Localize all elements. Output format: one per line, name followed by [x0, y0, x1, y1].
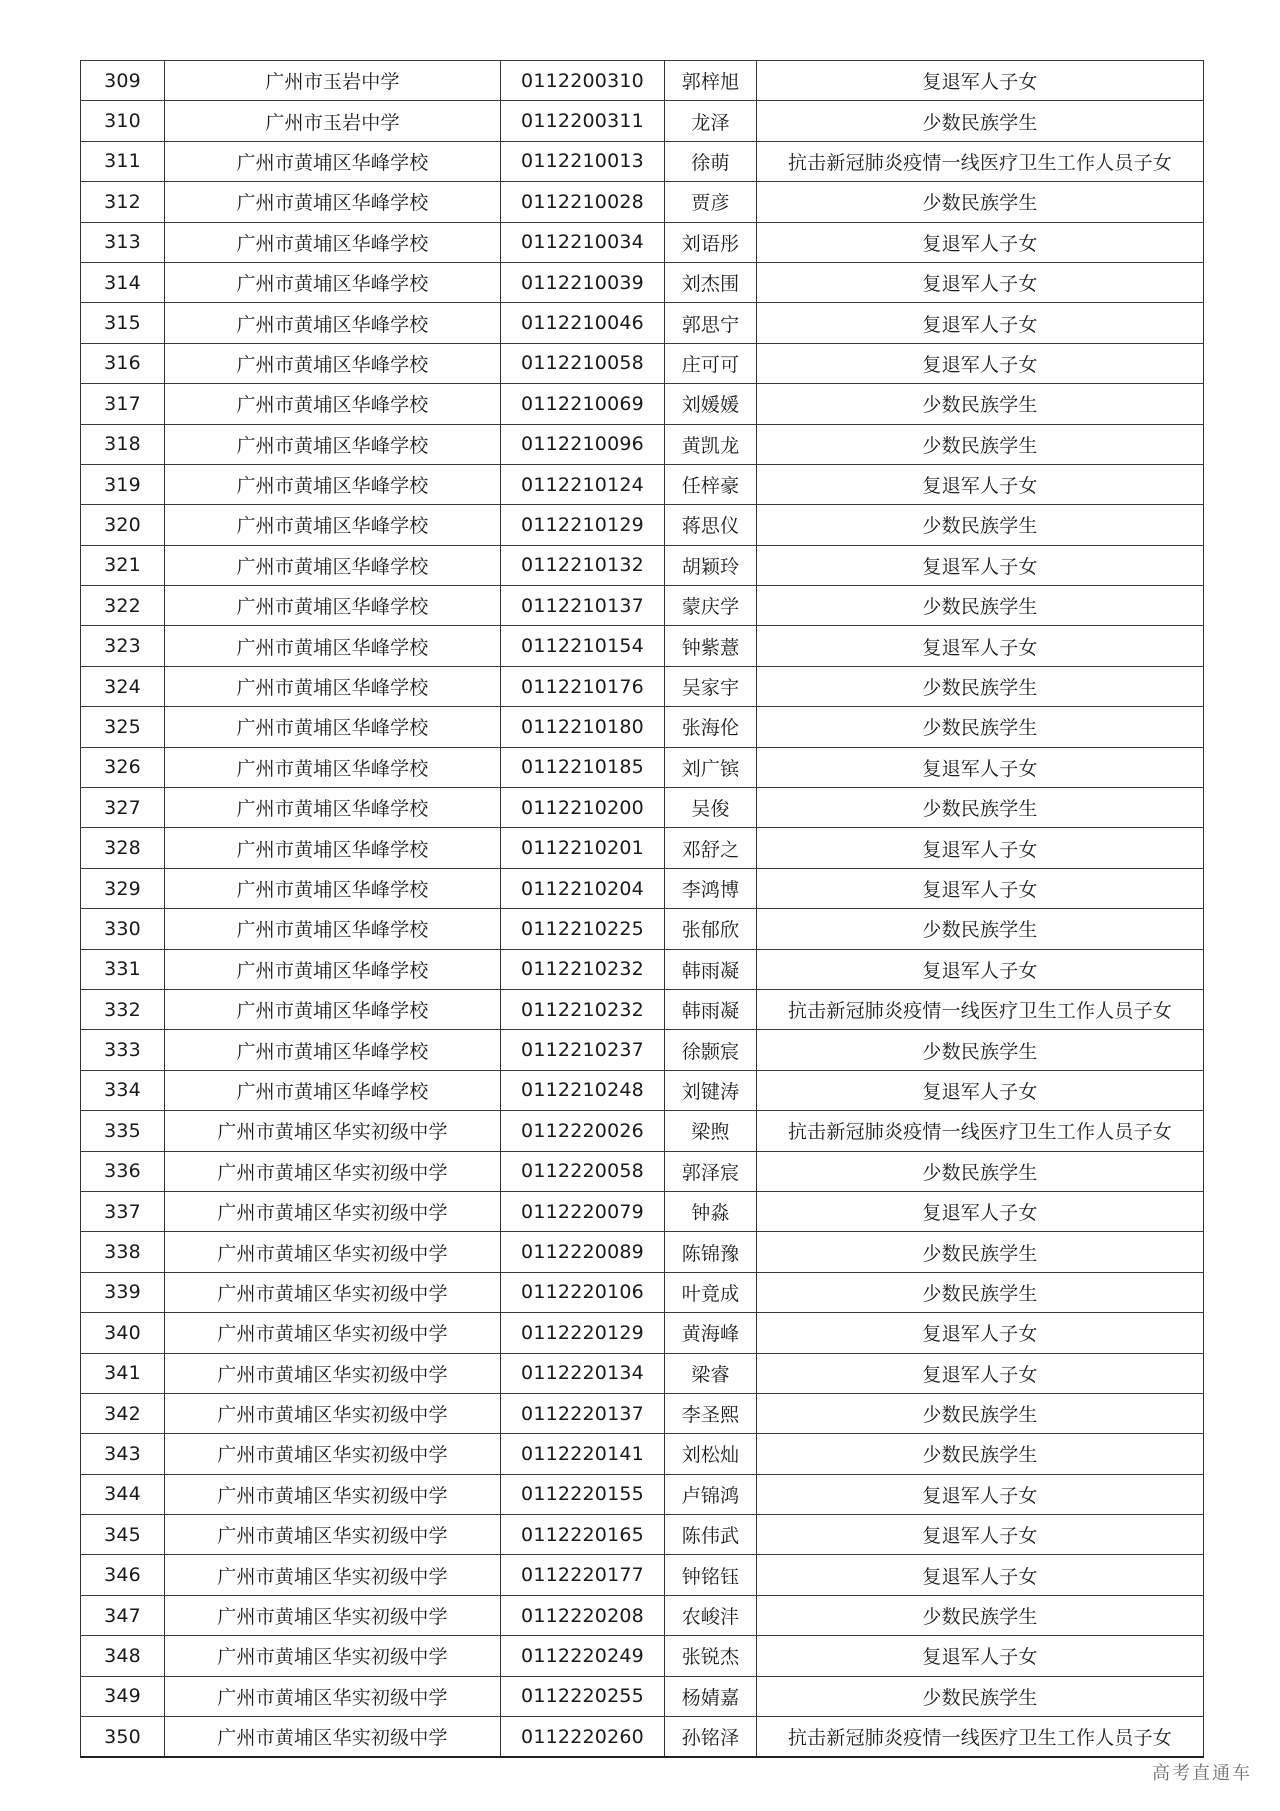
category-cell: 复退军人子女	[757, 1191, 1204, 1231]
table-row	[81, 384, 1204, 424]
school-name-cell: 广州市黄埔区华峰学校	[165, 1030, 501, 1070]
school-name-cell: 广州市黄埔区华峰学校	[165, 182, 501, 222]
student-id-cell: 0112210225	[501, 909, 665, 949]
category-cell: 复退军人子女	[757, 545, 1204, 585]
table-row	[81, 626, 1204, 666]
category-cell: 少数民族学生	[757, 909, 1204, 949]
table-row	[81, 61, 1204, 101]
student-name-cell: 刘杰围	[665, 262, 757, 302]
category-cell: 复退军人子女	[757, 626, 1204, 666]
student-id-cell: 0112220137	[501, 1393, 665, 1433]
category-cell: 少数民族学生	[757, 1272, 1204, 1312]
table-row	[81, 303, 1204, 343]
table-row	[81, 1676, 1204, 1716]
row-number-cell: 336	[81, 1151, 165, 1191]
student-name-cell: 郭泽宸	[665, 1151, 757, 1191]
table-row	[81, 909, 1204, 949]
table-row	[81, 141, 1204, 181]
student-name-cell: 孙铭泽	[665, 1717, 757, 1758]
category-cell: 少数民族学生	[757, 384, 1204, 424]
category-cell: 少数民族学生	[757, 1030, 1204, 1070]
row-number-cell: 310	[81, 101, 165, 141]
student-name-cell: 吴俊	[665, 788, 757, 828]
student-name-cell: 农峻沣	[665, 1595, 757, 1635]
row-number-cell: 324	[81, 666, 165, 706]
row-number-cell: 334	[81, 1070, 165, 1110]
row-number-cell: 344	[81, 1474, 165, 1514]
row-number-cell: 330	[81, 909, 165, 949]
table-row	[81, 1636, 1204, 1676]
table-row	[81, 1353, 1204, 1393]
student-id-cell: 0112210204	[501, 868, 665, 908]
student-id-cell: 0112220260	[501, 1717, 665, 1758]
school-name-cell: 广州市黄埔区华峰学校	[165, 141, 501, 181]
student-name-cell: 韩雨凝	[665, 949, 757, 989]
table-row	[81, 343, 1204, 383]
student-id-cell: 0112220208	[501, 1595, 665, 1635]
school-name-cell: 广州市玉岩中学	[165, 61, 501, 101]
student-id-cell: 0112210200	[501, 788, 665, 828]
school-name-cell: 广州市黄埔区华峰学校	[165, 747, 501, 787]
student-name-cell: 任梓豪	[665, 464, 757, 504]
student-name-cell: 黄海峰	[665, 1313, 757, 1353]
student-name-cell: 郭梓旭	[665, 61, 757, 101]
student-id-cell: 0112210034	[501, 222, 665, 262]
student-id-cell: 0112220079	[501, 1191, 665, 1231]
student-name-cell: 张海伦	[665, 707, 757, 747]
row-number-cell: 339	[81, 1272, 165, 1312]
student-id-cell: 0112210096	[501, 424, 665, 464]
row-number-cell: 315	[81, 303, 165, 343]
row-number-cell: 319	[81, 464, 165, 504]
student-name-cell: 徐颢宸	[665, 1030, 757, 1070]
row-number-cell: 332	[81, 989, 165, 1029]
student-name-cell: 陈伟武	[665, 1515, 757, 1555]
student-name-cell: 李圣熙	[665, 1393, 757, 1433]
row-number-cell: 343	[81, 1434, 165, 1474]
table-row	[81, 505, 1204, 545]
school-name-cell: 广州市黄埔区华峰学校	[165, 303, 501, 343]
category-cell: 抗击新冠肺炎疫情一线医疗卫生工作人员子女	[757, 1111, 1204, 1151]
category-cell: 少数民族学生	[757, 1676, 1204, 1716]
row-number-cell: 325	[81, 707, 165, 747]
category-cell: 抗击新冠肺炎疫情一线医疗卫生工作人员子女	[757, 1717, 1204, 1758]
student-name-cell: 刘广镔	[665, 747, 757, 787]
category-cell: 复退军人子女	[757, 868, 1204, 908]
category-cell: 复退军人子女	[757, 464, 1204, 504]
category-cell: 少数民族学生	[757, 586, 1204, 626]
category-cell: 抗击新冠肺炎疫情一线医疗卫生工作人员子女	[757, 989, 1204, 1029]
student-id-cell: 0112210013	[501, 141, 665, 181]
row-number-cell: 346	[81, 1555, 165, 1595]
category-cell: 复退军人子女	[757, 343, 1204, 383]
school-name-cell: 广州市黄埔区华峰学校	[165, 424, 501, 464]
category-cell: 复退军人子女	[757, 1515, 1204, 1555]
row-number-cell: 348	[81, 1636, 165, 1676]
table-row	[81, 1232, 1204, 1272]
row-number-cell: 314	[81, 262, 165, 302]
student-name-cell: 邓舒之	[665, 828, 757, 868]
row-number-cell: 345	[81, 1515, 165, 1555]
category-cell: 复退军人子女	[757, 1353, 1204, 1393]
school-name-cell: 广州市黄埔区华实初级中学	[165, 1595, 501, 1635]
student-id-cell: 0112200310	[501, 61, 665, 101]
student-id-cell: 0112210039	[501, 262, 665, 302]
row-number-cell: 341	[81, 1353, 165, 1393]
school-name-cell: 广州市黄埔区华实初级中学	[165, 1434, 501, 1474]
category-cell: 少数民族学生	[757, 1434, 1204, 1474]
row-number-cell: 335	[81, 1111, 165, 1151]
student-name-cell: 李鸿博	[665, 868, 757, 908]
school-name-cell: 广州市黄埔区华峰学校	[165, 828, 501, 868]
student-name-cell: 刘键涛	[665, 1070, 757, 1110]
student-name-cell: 贾彦	[665, 182, 757, 222]
student-id-cell: 0112210180	[501, 707, 665, 747]
student-id-cell: 0112220134	[501, 1353, 665, 1393]
row-number-cell: 342	[81, 1393, 165, 1433]
student-id-cell: 0112220141	[501, 1434, 665, 1474]
category-cell: 少数民族学生	[757, 505, 1204, 545]
student-id-cell: 0112220249	[501, 1636, 665, 1676]
student-name-cell: 刘语彤	[665, 222, 757, 262]
table-row	[81, 182, 1204, 222]
student-name-cell: 龙泽	[665, 101, 757, 141]
row-number-cell: 340	[81, 1313, 165, 1353]
category-cell: 少数民族学生	[757, 707, 1204, 747]
school-name-cell: 广州市黄埔区华实初级中学	[165, 1191, 501, 1231]
table-row	[81, 949, 1204, 989]
school-name-cell: 广州市黄埔区华峰学校	[165, 464, 501, 504]
table-row	[81, 1393, 1204, 1433]
roster-table	[80, 60, 1204, 1758]
student-id-cell: 0112210129	[501, 505, 665, 545]
student-id-cell: 0112210046	[501, 303, 665, 343]
table-row	[81, 1717, 1204, 1758]
row-number-cell: 323	[81, 626, 165, 666]
student-id-cell: 0112220255	[501, 1676, 665, 1716]
watermark: 高考直通车	[1152, 1763, 1252, 1784]
table-row	[81, 666, 1204, 706]
row-number-cell: 316	[81, 343, 165, 383]
table-row	[81, 464, 1204, 504]
student-name-cell: 杨婧嘉	[665, 1676, 757, 1716]
category-cell: 复退军人子女	[757, 1313, 1204, 1353]
row-number-cell: 327	[81, 788, 165, 828]
category-cell: 少数民族学生	[757, 182, 1204, 222]
school-name-cell: 广州市黄埔区华实初级中学	[165, 1151, 501, 1191]
row-number-cell: 350	[81, 1717, 165, 1758]
row-number-cell: 349	[81, 1676, 165, 1716]
student-id-cell: 0112210058	[501, 343, 665, 383]
category-cell: 复退军人子女	[757, 303, 1204, 343]
category-cell: 复退军人子女	[757, 262, 1204, 302]
student-id-cell: 0112220129	[501, 1313, 665, 1353]
school-name-cell: 广州市黄埔区华实初级中学	[165, 1474, 501, 1514]
table-row	[81, 868, 1204, 908]
student-name-cell: 钟紫薏	[665, 626, 757, 666]
student-id-cell: 0112220165	[501, 1515, 665, 1555]
school-name-cell: 广州市黄埔区华实初级中学	[165, 1717, 501, 1758]
row-number-cell: 318	[81, 424, 165, 464]
table-row	[81, 707, 1204, 747]
student-name-cell: 蒋思仪	[665, 505, 757, 545]
table-row	[81, 1070, 1204, 1110]
school-name-cell: 广州市黄埔区华实初级中学	[165, 1555, 501, 1595]
row-number-cell: 309	[81, 61, 165, 101]
category-cell: 复退军人子女	[757, 828, 1204, 868]
student-id-cell: 0112210132	[501, 545, 665, 585]
student-id-cell: 0112210176	[501, 666, 665, 706]
student-id-cell: 0112210248	[501, 1070, 665, 1110]
student-id-cell: 0112210237	[501, 1030, 665, 1070]
school-name-cell: 广州市黄埔区华峰学校	[165, 909, 501, 949]
category-cell: 少数民族学生	[757, 1151, 1204, 1191]
table-row	[81, 788, 1204, 828]
student-name-cell: 叶竟成	[665, 1272, 757, 1312]
student-name-cell: 张郁欣	[665, 909, 757, 949]
category-cell: 少数民族学生	[757, 788, 1204, 828]
student-id-cell: 0112200311	[501, 101, 665, 141]
category-cell: 抗击新冠肺炎疫情一线医疗卫生工作人员子女	[757, 141, 1204, 181]
school-name-cell: 广州市黄埔区华峰学校	[165, 343, 501, 383]
table-row	[81, 1474, 1204, 1514]
school-name-cell: 广州市黄埔区华实初级中学	[165, 1272, 501, 1312]
student-name-cell: 梁煦	[665, 1111, 757, 1151]
school-name-cell: 广州市玉岩中学	[165, 101, 501, 141]
school-name-cell: 广州市黄埔区华实初级中学	[165, 1232, 501, 1272]
category-cell: 少数民族学生	[757, 1393, 1204, 1433]
row-number-cell: 331	[81, 949, 165, 989]
school-name-cell: 广州市黄埔区华峰学校	[165, 949, 501, 989]
student-name-cell: 钟铭钰	[665, 1555, 757, 1595]
row-number-cell: 322	[81, 586, 165, 626]
school-name-cell: 广州市黄埔区华峰学校	[165, 545, 501, 585]
school-name-cell: 广州市黄埔区华峰学校	[165, 505, 501, 545]
student-id-cell: 0112210069	[501, 384, 665, 424]
student-name-cell: 钟淼	[665, 1191, 757, 1231]
school-name-cell: 广州市黄埔区华峰学校	[165, 868, 501, 908]
student-id-cell: 0112210154	[501, 626, 665, 666]
student-id-cell: 0112210124	[501, 464, 665, 504]
student-id-cell: 0112220155	[501, 1474, 665, 1514]
school-name-cell: 广州市黄埔区华实初级中学	[165, 1676, 501, 1716]
row-number-cell: 326	[81, 747, 165, 787]
student-name-cell: 梁睿	[665, 1353, 757, 1393]
table-row	[81, 1313, 1204, 1353]
table-row	[81, 545, 1204, 585]
school-name-cell: 广州市黄埔区华峰学校	[165, 989, 501, 1029]
school-name-cell: 广州市黄埔区华实初级中学	[165, 1636, 501, 1676]
school-name-cell: 广州市黄埔区华实初级中学	[165, 1515, 501, 1555]
table-row	[81, 1595, 1204, 1635]
category-cell: 少数民族学生	[757, 666, 1204, 706]
school-name-cell: 广州市黄埔区华峰学校	[165, 384, 501, 424]
student-name-cell: 蒙庆学	[665, 586, 757, 626]
student-id-cell: 0112210185	[501, 747, 665, 787]
roster-table-body	[81, 61, 1204, 1758]
student-id-cell: 0112210232	[501, 949, 665, 989]
row-number-cell: 329	[81, 868, 165, 908]
school-name-cell: 广州市黄埔区华峰学校	[165, 707, 501, 747]
school-name-cell: 广州市黄埔区华峰学校	[165, 626, 501, 666]
table-row	[81, 424, 1204, 464]
student-id-cell: 0112210201	[501, 828, 665, 868]
student-name-cell: 徐萌	[665, 141, 757, 181]
student-id-cell: 0112210137	[501, 586, 665, 626]
student-name-cell: 张锐杰	[665, 1636, 757, 1676]
school-name-cell: 广州市黄埔区华峰学校	[165, 1070, 501, 1110]
row-number-cell: 311	[81, 141, 165, 181]
row-number-cell: 338	[81, 1232, 165, 1272]
school-name-cell: 广州市黄埔区华实初级中学	[165, 1353, 501, 1393]
school-name-cell: 广州市黄埔区华实初级中学	[165, 1393, 501, 1433]
student-name-cell: 卢锦鸿	[665, 1474, 757, 1514]
category-cell: 少数民族学生	[757, 424, 1204, 464]
table-row	[81, 586, 1204, 626]
row-number-cell: 347	[81, 1595, 165, 1635]
school-name-cell: 广州市黄埔区华实初级中学	[165, 1313, 501, 1353]
school-name-cell: 广州市黄埔区华峰学校	[165, 262, 501, 302]
school-name-cell: 广州市黄埔区华峰学校	[165, 788, 501, 828]
school-name-cell: 广州市黄埔区华峰学校	[165, 586, 501, 626]
category-cell: 少数民族学生	[757, 1595, 1204, 1635]
row-number-cell: 328	[81, 828, 165, 868]
table-row	[81, 101, 1204, 141]
student-id-cell: 0112220106	[501, 1272, 665, 1312]
category-cell: 复退军人子女	[757, 222, 1204, 262]
category-cell: 复退军人子女	[757, 1636, 1204, 1676]
row-number-cell: 313	[81, 222, 165, 262]
category-cell: 复退军人子女	[757, 747, 1204, 787]
table-row	[81, 1555, 1204, 1595]
row-number-cell: 337	[81, 1191, 165, 1231]
table-row	[81, 989, 1204, 1029]
category-cell: 复退军人子女	[757, 1474, 1204, 1514]
row-number-cell: 317	[81, 384, 165, 424]
student-id-cell: 0112220089	[501, 1232, 665, 1272]
student-name-cell: 陈锦豫	[665, 1232, 757, 1272]
school-name-cell: 广州市黄埔区华峰学校	[165, 222, 501, 262]
student-name-cell: 郭思宁	[665, 303, 757, 343]
student-name-cell: 刘松灿	[665, 1434, 757, 1474]
student-name-cell: 韩雨凝	[665, 989, 757, 1029]
student-name-cell: 黄凯龙	[665, 424, 757, 464]
table-row	[81, 1272, 1204, 1312]
category-cell: 复退军人子女	[757, 61, 1204, 101]
table-row	[81, 1111, 1204, 1151]
row-number-cell: 333	[81, 1030, 165, 1070]
category-cell: 少数民族学生	[757, 1232, 1204, 1272]
table-row	[81, 747, 1204, 787]
row-number-cell: 320	[81, 505, 165, 545]
table-row	[81, 1030, 1204, 1070]
category-cell: 复退军人子女	[757, 1070, 1204, 1110]
student-id-cell: 0112210232	[501, 989, 665, 1029]
table-row	[81, 1515, 1204, 1555]
table-row	[81, 262, 1204, 302]
student-name-cell: 庄可可	[665, 343, 757, 383]
student-name-cell: 胡颖玲	[665, 545, 757, 585]
school-name-cell: 广州市黄埔区华峰学校	[165, 666, 501, 706]
student-id-cell: 0112220058	[501, 1151, 665, 1191]
student-id-cell: 0112210028	[501, 182, 665, 222]
school-name-cell: 广州市黄埔区华实初级中学	[165, 1111, 501, 1151]
student-id-cell: 0112220177	[501, 1555, 665, 1595]
student-name-cell: 刘媛媛	[665, 384, 757, 424]
category-cell: 复退军人子女	[757, 1555, 1204, 1595]
table-row	[81, 828, 1204, 868]
category-cell: 少数民族学生	[757, 101, 1204, 141]
row-number-cell: 312	[81, 182, 165, 222]
table-row	[81, 1191, 1204, 1231]
table-row	[81, 1151, 1204, 1191]
table-row	[81, 1434, 1204, 1474]
student-name-cell: 吴家宇	[665, 666, 757, 706]
row-number-cell: 321	[81, 545, 165, 585]
table-row	[81, 222, 1204, 262]
student-id-cell: 0112220026	[501, 1111, 665, 1151]
category-cell: 复退军人子女	[757, 949, 1204, 989]
